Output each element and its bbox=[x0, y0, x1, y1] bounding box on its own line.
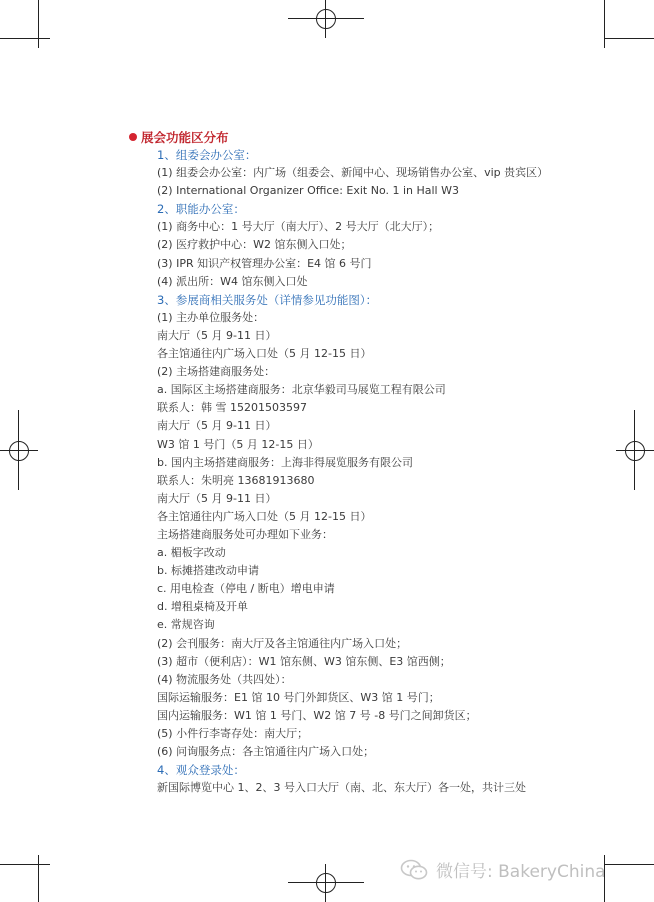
text-line: (3) 超市（便利店）：W1 馆东侧、W3 馆东侧、E3 馆西侧； bbox=[157, 654, 451, 668]
red-bullet-icon bbox=[129, 133, 137, 141]
section-heading: 2、职能办公室： bbox=[157, 202, 245, 217]
section-heading: 1、组委会办公室： bbox=[157, 148, 257, 162]
wechat-icon bbox=[400, 859, 428, 881]
text-line: d. 增租桌椅及开单 bbox=[157, 600, 248, 614]
text-line: 南大厅（5 月 9-11 日） bbox=[157, 419, 277, 433]
text-line: a. 国际区主场搭建商服务：北京华毅司马展览工程有限公司 bbox=[157, 383, 446, 397]
document-body bbox=[157, 146, 617, 797]
text-line: 南大厅（5 月 9-11 日） bbox=[157, 491, 277, 505]
text-line: 各主馆通往内广场入口处（5 月 12-15 日） bbox=[157, 509, 372, 523]
text-line: 国内运输服务：W1 馆 1 号门、W2 馆 7 号 -8 号门之间卸货区； bbox=[157, 708, 477, 722]
text-line: W3 馆 1 号门（5 月 12-15 日） bbox=[157, 437, 319, 451]
text-line: (2) 主场搭建商服务处： bbox=[157, 365, 276, 379]
text-line: 联系人：韩 雪 15201503597 bbox=[157, 401, 307, 415]
text-line: (2) 医疗救护中心：W2 馆东侧入口处； bbox=[157, 238, 352, 252]
text-line: (1) 组委会办公室：内广场（组委会、新闻中心、现场销售办公室、vip 贵宾区） bbox=[157, 166, 549, 180]
text-line: (2) International Organizer Office: Exit No. 1 in Hall W3 bbox=[157, 184, 459, 198]
text-line: (1) 商务中心：1 号大厅（南大厅）、2 号大厅（北大厅）； bbox=[157, 220, 440, 234]
text-line: b. 国内主场搭建商服务：上海非得展览服务有限公司 bbox=[157, 455, 413, 469]
text-line: (3) IPR 知识产权管理办公室：E4 馆 6 号门 bbox=[157, 256, 372, 270]
text-line: (4) 派出所：W4 馆东侧入口处 bbox=[157, 274, 308, 288]
section-heading: 3、参展商相关服务处（详情参见功能图）： bbox=[157, 292, 378, 307]
watermark-text: 微信号: BakeryChina bbox=[436, 862, 606, 882]
text-line: (5) 小件行李寄存处：南大厅； bbox=[157, 727, 309, 740]
text-line: b. 标摊搭建改动申请 bbox=[157, 564, 259, 578]
section-heading: 4、观众登录处： bbox=[157, 763, 245, 778]
text-line: (6) 问询服务点：各主馆通往内广场入口处； bbox=[157, 745, 375, 759]
text-line: 新国际博览中心 1、2、3 号入口大厅（南、北、东大厅）各一处，共计三处 bbox=[157, 781, 526, 795]
text-line: (4) 物流服务处（共四处）： bbox=[157, 672, 292, 686]
text-line: 南大厅（5 月 9-11 日） bbox=[157, 328, 277, 342]
text-line: e. 常规咨询 bbox=[157, 618, 215, 632]
section-title bbox=[129, 128, 229, 146]
text-line: 国际运输服务：E1 馆 10 号门外卸货区、W3 馆 1 号门； bbox=[157, 690, 440, 704]
text-line: 主场搭建商服务处可办理如下业务： bbox=[157, 527, 333, 541]
text-line: (1) 主办单位服务处： bbox=[157, 310, 265, 324]
text-line: a. 楣板字改动 bbox=[157, 546, 226, 560]
text-line: (2) 会刊服务：南大厅及各主馆通往内广场入口处； bbox=[157, 636, 408, 650]
text-line: 各主馆通往内广场入口处（5 月 12-15 日） bbox=[157, 347, 372, 361]
wechat-watermark bbox=[400, 857, 606, 882]
text-line: c. 用电检查（停电 / 断电）增电申请 bbox=[157, 582, 335, 596]
text-line: 联系人：朱明亮 13681913680 bbox=[157, 473, 315, 487]
section-title-text: 展会功能区分布 bbox=[141, 130, 229, 145]
